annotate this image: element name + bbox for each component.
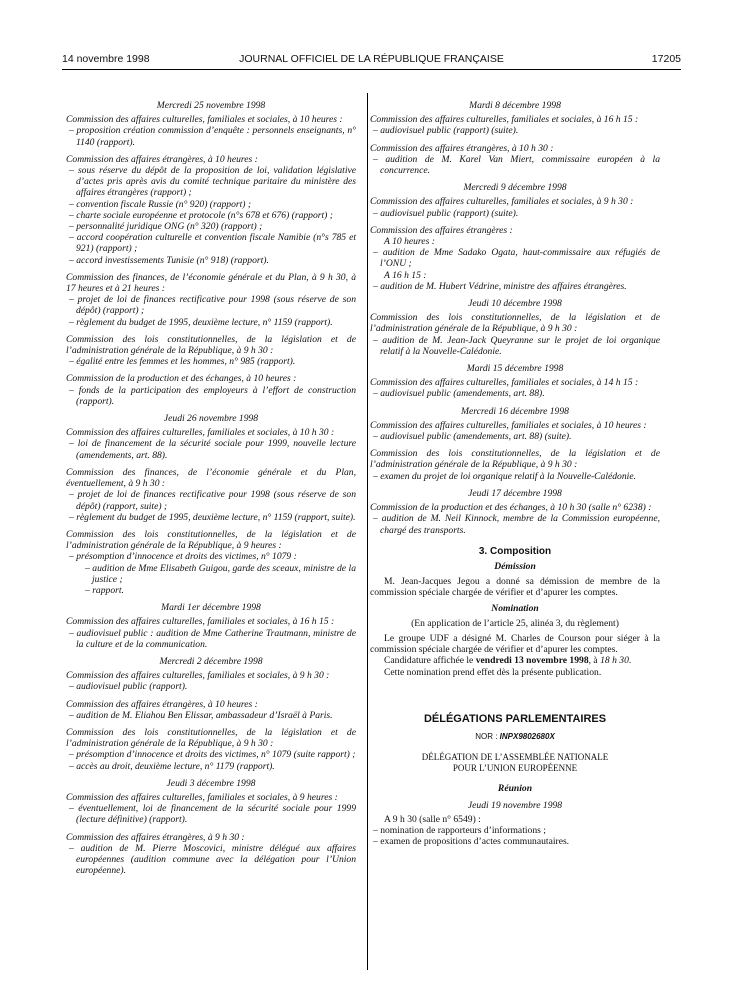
right-column xyxy=(370,100,660,848)
day-heading: Mercredi 16 décembre 1998 xyxy=(461,405,569,417)
agenda-subitem: – audition de Mme Elisabeth Guigou, garde des sceaux, ministre de la justice ; xyxy=(85,562,356,585)
commission: Commission des affaires culturelles, familiales et sociales, à 10 heures : xyxy=(66,114,343,126)
commission: Commission des affaires étrangères, à 10 heures : xyxy=(66,698,258,710)
agenda-item: – audition de M. Jean-Jack Queyranne sur le projet de loi organique relatif à la Nouvelle-Calédonie. xyxy=(373,334,660,357)
meeting-block xyxy=(66,832,356,877)
agenda-item: – audiovisuel public (amendements, art. 88) (suite). xyxy=(373,431,572,443)
day-heading: Mercredi 2 décembre 1998 xyxy=(159,655,263,667)
agenda-item: – audiovisuel public (rapport) (suite). xyxy=(373,125,519,137)
meeting-block xyxy=(66,529,356,596)
meeting-block xyxy=(370,114,660,136)
page-header xyxy=(62,53,681,69)
agenda-item: – personnalité juridique ONG (n° 320) (rapport) ; xyxy=(69,221,263,233)
meeting-block xyxy=(66,114,356,148)
delegation-name: DÉLÉGATION DE L’ASSEMBLÉE NATIONALE xyxy=(421,752,609,763)
meeting-block xyxy=(66,334,356,368)
meeting-block xyxy=(370,225,660,292)
agenda-item: – proposition création commission d’enquête : personnels enseignants, n° 1140 (rapport). xyxy=(69,125,356,148)
meeting-block xyxy=(370,143,660,177)
agenda-item: – audition de Mme Sadako Ogata, haut-commissaire aux réfugiés de l’ONU ; xyxy=(373,247,660,270)
agenda-item: – fonds de la participation des employeurs à l’effort de construction (rapport). xyxy=(69,384,356,407)
header-rule xyxy=(62,69,681,70)
day-heading: Mardi 1er décembre 1998 xyxy=(161,602,261,614)
agenda-item: – présomption d’innocence et droits des victimes, n° 1079 (suite rapport) ; xyxy=(69,749,356,761)
day-heading: Jeudi 10 décembre 1998 xyxy=(468,298,562,310)
delegation-name: POUR L’UNION EUROPÉENNE xyxy=(452,763,578,774)
day-heading: Jeudi 19 novembre 1998 xyxy=(467,799,563,811)
commission: Commission des affaires culturelles, familiales et sociales, à 10 h 30 : xyxy=(66,427,335,439)
meeting-block xyxy=(66,792,356,826)
subsection-title: Démission xyxy=(494,560,536,572)
meeting-block xyxy=(66,670,356,692)
commission: Commission des affaires étrangères : xyxy=(370,224,513,236)
agenda-item: – audition de M. Pierre Moscovici, ministre délégué aux affaires européennes (audition commune avec la délégation pour l’Union européenne). xyxy=(69,842,356,877)
agenda-item: – charte sociale européenne et protocole (n°s 678 et 676) (rapport) ; xyxy=(69,209,333,221)
agenda-item: – sous réserve du dépôt de la proposition de loi, validation législative d’actes pris après avis du comité technique paritaire du ministère des affaires étrangères (rapport) ; xyxy=(69,165,356,199)
commission: Commission des affaires culturelles, familiales et sociales, à 14 h 15 : xyxy=(370,377,639,389)
meeting-block xyxy=(66,373,356,407)
agenda-item: – règlement du budget de 1995, deuxième lecture, n° 1159 (rapport, suite). xyxy=(69,511,356,523)
meeting-block xyxy=(66,616,356,650)
day-heading: Mardi 8 décembre 1998 xyxy=(469,100,561,111)
agenda-item: – audiovisuel public : audition de Mme Catherine Trautmann, ministre de la culture et de la communication. xyxy=(69,627,356,650)
meeting-block xyxy=(370,448,660,482)
paragraph: Cette nomination prend effet dès la présente publication. xyxy=(384,666,602,678)
agenda-item: – accord coopération culturelle et convention fiscale Namibie (n°s 785 et 921) (rapport) ; xyxy=(69,232,356,255)
page-number: 17205 xyxy=(651,53,681,65)
agenda-item: – égalité entre les femmes et les hommes, n° 985 (rapport). xyxy=(69,356,296,368)
text: , à xyxy=(588,655,601,667)
commission: Commission des lois constitutionnelles, de la législation et de l’administration générale de la République, à 9 h 30 : xyxy=(66,333,356,357)
commission: Commission des lois constitutionnelles, de la législation et de l’administration générale de la République, à 9 h 30 : xyxy=(370,312,660,335)
left-column xyxy=(66,100,356,882)
meeting-block xyxy=(370,420,660,442)
candidature-date: vendredi 13 novembre 1998 xyxy=(475,655,589,667)
subsection-title: Nomination xyxy=(491,602,539,614)
paragraph: Le groupe UDF a désigné M. Charles de Courson pour siéger à la commission spéciale chargée de vérifier et d’apurer les comptes. xyxy=(370,632,660,656)
commission: Commission des affaires étrangères, à 10 h 30 : xyxy=(370,142,554,154)
section-title: 3. Composition xyxy=(478,545,552,557)
day-heading: Mercredi 25 novembre 1998 xyxy=(156,100,266,111)
candidature-time: 18 h 30 xyxy=(600,655,629,667)
agenda-item: – audition de M. Eliahou Ben Elissar, ambassadeur d’Israël à Paris. xyxy=(69,709,333,721)
agenda-item: – audition de M. Karel Van Miert, commissaire européen à la concurrence. xyxy=(373,153,660,177)
agenda-item: – audition de M. Neil Kinnock, membre de la Commission européenne, chargé des transports. xyxy=(373,513,660,536)
agenda-item: – audiovisuel public (amendements, art. 88). xyxy=(373,388,545,400)
commission: Commission des lois constitutionnelles, de la législation et de l’administration générale de la République, à 9 heures : xyxy=(66,528,356,552)
meeting-block xyxy=(66,727,356,772)
time-slot: A 9 h 30 (salle n° 6549) : xyxy=(384,813,481,825)
meeting-block xyxy=(370,196,660,218)
agenda-item: – accord investissements Tunisie (n° 918) (rapport). xyxy=(69,254,269,266)
delegations-title: DÉLÉGATIONS PARLEMENTAIRES xyxy=(423,712,607,725)
commission: Commission des affaires culturelles, familiales et sociales, à 16 h 15 : xyxy=(66,616,335,628)
agenda-item: – présomption d’innocence et droits des victimes, n° 1079 : xyxy=(69,551,297,563)
subsection-title: Réunion xyxy=(497,782,533,794)
commission: Commission des affaires étrangères, à 9 h 30 : xyxy=(66,831,245,843)
commission: Commission des affaires étrangères, à 10 heures : xyxy=(66,153,258,165)
commission: Commission des affaires culturelles, familiales et sociales, à 9 h 30 : xyxy=(66,670,330,682)
column-divider xyxy=(367,93,368,970)
agenda-subitem: – rapport. xyxy=(85,584,124,596)
meeting-block xyxy=(66,272,356,328)
meeting-block xyxy=(66,427,356,461)
commission: Commission des lois constitutionnelles, de la législation et de l’administration générale de la République, à 9 h 30 : xyxy=(370,448,660,471)
agenda-item: – projet de loi de finances rectificative pour 1998 (sous réserve de son dépôt) (rapport, suite) ; xyxy=(69,489,356,512)
agenda-item: – nomination de rapporteurs d’informations ; xyxy=(373,825,546,837)
commission: Commission des lois constitutionnelles, de la législation et de l’administration générale de la République, à 9 h 30 : xyxy=(66,726,356,750)
agenda-item: – audition de M. Hubert Védrine, ministre des affaires étrangères. xyxy=(373,280,627,292)
day-heading: Mercredi 9 décembre 1998 xyxy=(463,182,567,194)
text: . xyxy=(628,655,632,667)
commission: Commission de la production et des échanges, à 10 h 30 (salle n° 6238) : xyxy=(370,502,652,514)
meeting-block xyxy=(66,699,356,721)
agenda-item: – projet de loi de finances rectificative pour 1998 (sous réserve de son dépôt) (rapport) ; xyxy=(69,294,356,317)
commission: Commission des affaires culturelles, familiales et sociales, à 16 h 15 : xyxy=(370,114,639,126)
commission: Commission de la production et des échanges, à 10 heures : xyxy=(66,373,297,385)
paragraph: M. Jean-Jacques Jegou a donné sa démission de membre de la commission spéciale chargée de vérifier et d’apurer les comptes. xyxy=(370,576,660,599)
agenda-item: – convention fiscale Russie (n° 920) (rapport) ; xyxy=(69,198,252,210)
meeting-block xyxy=(370,377,660,399)
journal-title: JOURNAL OFFICIEL DE LA RÉPUBLIQUE FRANÇAISE xyxy=(239,53,504,65)
meeting-block xyxy=(370,502,660,536)
commission: Commission des finances, de l’économie générale et du Plan, éventuellement, à 9 h 30 : xyxy=(66,466,356,490)
regulation-reference: (En application de l’article 25, alinéa 3, du règlement) xyxy=(411,617,619,629)
commission: Commission des affaires culturelles, familiales et sociales, à 10 heures : xyxy=(370,419,647,431)
agenda-item: – audiovisuel public (rapport) (suite). xyxy=(373,207,519,219)
time-slot: A 10 heures : xyxy=(384,236,435,248)
text: Candidature affichée le xyxy=(384,655,476,667)
header-date: 14 novembre 1998 xyxy=(62,53,150,65)
candidature-paragraph xyxy=(370,655,660,666)
commission: Commission des affaires culturelles, familiales et sociales, à 9 h 30 : xyxy=(370,196,634,208)
agenda-item: – règlement du budget de 1995, deuxième lecture, n° 1159 (rapport). xyxy=(69,316,333,328)
agenda-item: – accès au droit, deuxième lecture, n° 1179 (rapport). xyxy=(69,760,275,772)
nor-code: INPX9802680X xyxy=(499,731,555,741)
day-heading: Jeudi 26 novembre 1998 xyxy=(163,413,259,425)
nor-label: NOR : xyxy=(475,731,500,741)
agenda-item: – audiovisuel public (rapport). xyxy=(69,681,188,693)
commission: Commission des finances, de l’économie générale et du Plan, à 9 h 30, à 17 heures et à 21 heures : xyxy=(66,271,356,295)
commission: Commission des affaires culturelles, familiales et sociales, à 9 heures : xyxy=(66,791,338,803)
time-slot: A 16 h 15 : xyxy=(384,269,427,281)
agenda-item: – examen de propositions d’actes communautaires. xyxy=(373,836,570,848)
agenda-item: – loi de financement de la sécurité sociale pour 1999, nouvelle lecture (amendements, art. 88). xyxy=(69,438,356,461)
meeting-block xyxy=(66,154,356,266)
day-heading: Jeudi 3 décembre 1998 xyxy=(166,777,256,789)
agenda-item: – examen du projet de loi organique relatif à la Nouvelle-Calédonie. xyxy=(373,470,636,482)
day-heading: Jeudi 17 décembre 1998 xyxy=(468,487,562,499)
meeting-block xyxy=(66,467,356,523)
day-heading: Mardi 15 décembre 1998 xyxy=(466,363,564,375)
nor-reference xyxy=(370,731,660,742)
meeting-block xyxy=(370,312,660,357)
agenda-item: – éventuellement, loi de financement de la sécurité sociale pour 1999 (lecture définitive) (rapport). xyxy=(69,803,356,826)
